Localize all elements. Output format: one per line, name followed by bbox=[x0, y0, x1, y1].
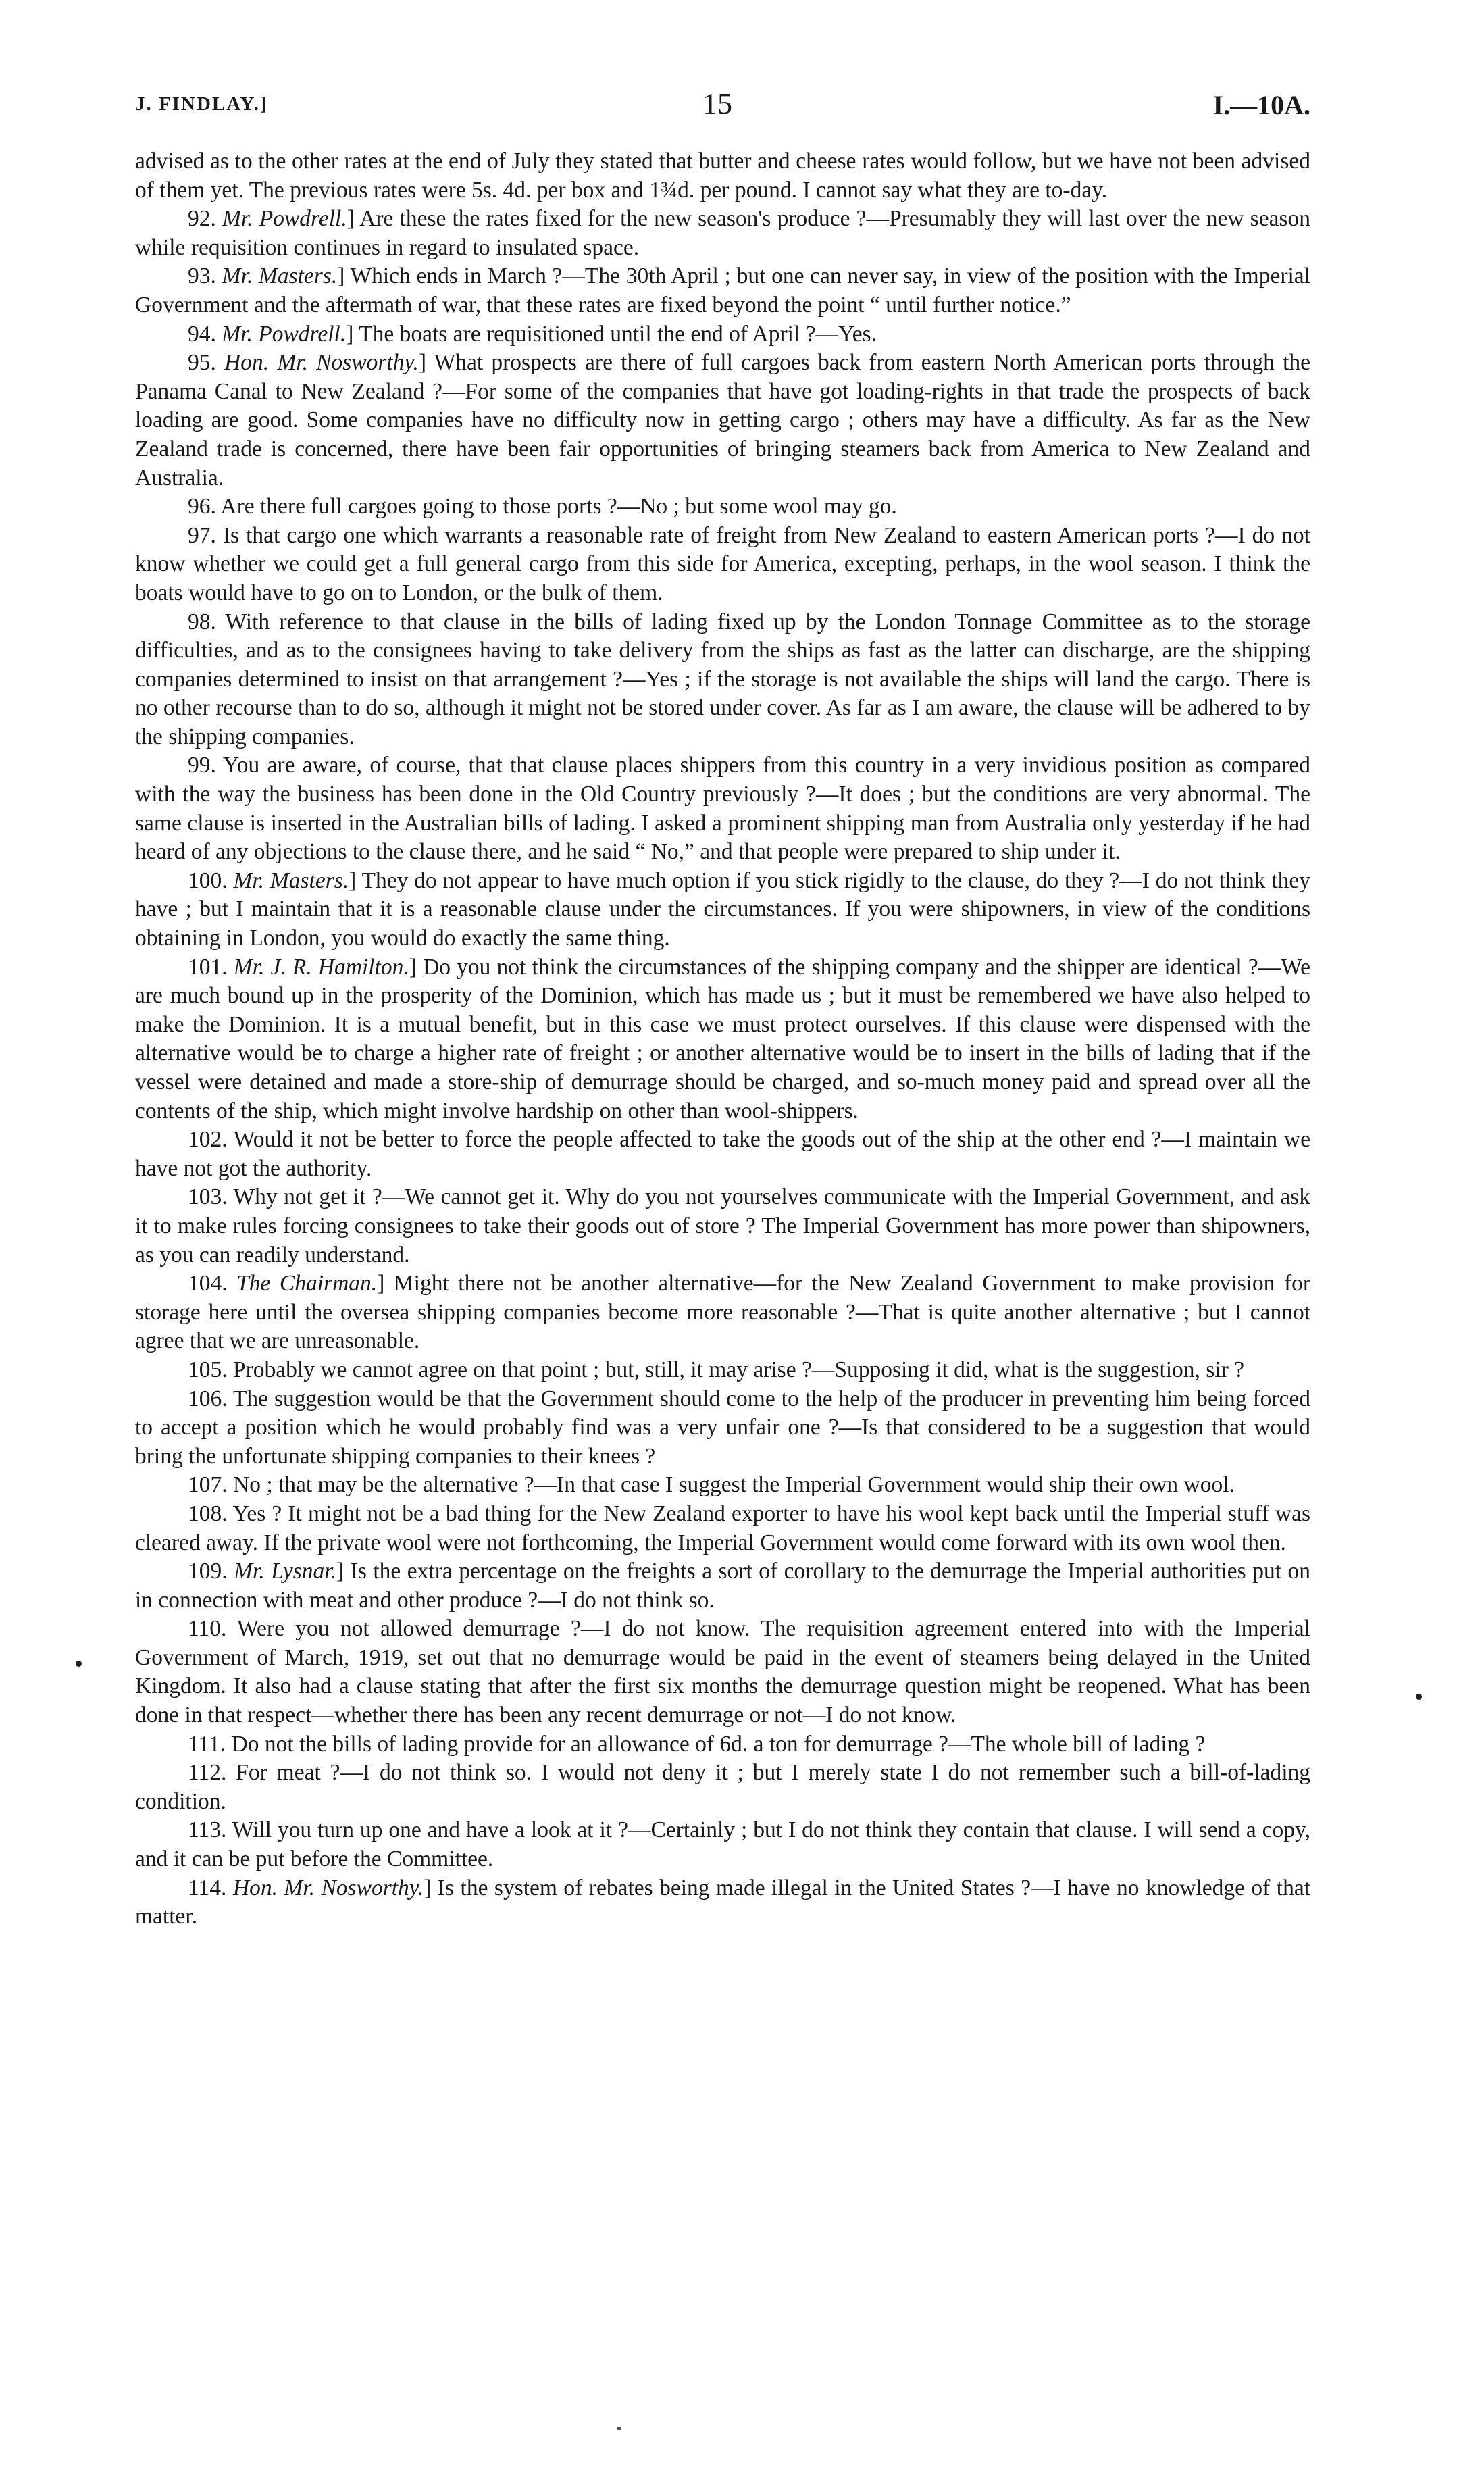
question-number: 109. bbox=[188, 1559, 228, 1584]
question-answer-paragraph bbox=[135, 493, 1310, 522]
question-number: 104. bbox=[188, 1271, 228, 1297]
question-number: 93. bbox=[188, 263, 216, 289]
question-number: 114. bbox=[188, 1875, 227, 1901]
paragraph-text: They do not appear to have much option if you stick rigidly to the clause, do they ?—I do not think they have ; but I maintain that it is a reasonable clause under the circumstances. If you were shipowners, in view of the conditions obtaining in London, you would do exactly the same thing. bbox=[135, 867, 1310, 951]
paragraph-text: Will you turn up one and have a look at it ?—Certainly ; but I do not think they contain that clause. I will send a copy, and it can be put before the Committee. bbox=[135, 1817, 1310, 1872]
question-answer-paragraph bbox=[135, 608, 1310, 752]
question-answer-paragraph bbox=[135, 751, 1310, 866]
speaker-name: The Chairman. bbox=[236, 1271, 378, 1297]
question-number: 106. bbox=[188, 1386, 228, 1411]
question-number: 95. bbox=[188, 350, 216, 376]
question-number: 98. bbox=[188, 609, 216, 634]
question-number: 99. bbox=[188, 753, 216, 778]
question-answer-paragraph bbox=[135, 1356, 1310, 1385]
question-number: 111. bbox=[188, 1731, 226, 1757]
paragraph-text: With reference to that clause in the bills of lading fixed up by the London Tonnage Committee as to the storage difficulties, and as to the consignees having to take delivery from the ships as fast as the latter can discharge, are the shipping companies determined to insist on that arrangement ?—Yes ; if the storage is not available the ships will land the cargo. There is no other recourse than to do so, although it might not be stored under cover. As far as I am aware, the clause will be adhered to by the shipping companies. bbox=[135, 609, 1310, 749]
question-number: 113. bbox=[188, 1817, 227, 1843]
paragraph-text: Probably we cannot agree on that point ; but, still, it may arise ?—Supposing it did, what is the suggestion, sir ? bbox=[233, 1357, 1245, 1382]
question-answer-paragraph bbox=[135, 1183, 1310, 1269]
paragraph-text: The boats are requisitioned until the end of April ?—Yes. bbox=[359, 321, 877, 347]
paragraph-text: Is the extra percentage on the freights a sort of corollary to the demurrage the Imperial authorities put on in connection with meat and other produce ?—I do not think so. bbox=[135, 1559, 1311, 1613]
paragraph-text: Are there full cargoes going to those ports ?—No ; but some wool may go. bbox=[220, 494, 897, 520]
question-number: 112. bbox=[188, 1760, 227, 1786]
page-number: 15 bbox=[702, 87, 732, 120]
paragraph-text: Which ends in March ?—The 30th April ; but one can never say, in view of the position with the Imperial Government and the aftermath of war, that these rates are fixed beyond the point “ until further notice.” bbox=[135, 263, 1310, 318]
question-answer-paragraph: 95. Hon. Mr. Nosworthy.] What prospects are there of full cargoes back from eastern North American ports through the Panama Canal to New Zealand ?—For some of the companies that have got loading-rights in that trade the prospects of back loading are good. Some companies have no difficulty now in getting cargo ; others may have a difficulty. As far as the New Zealand trade is concerned, there have been fair opportunities of bringing steamers back from America to New Zealand and Australia. bbox=[135, 350, 1311, 490]
question-number: 108. bbox=[188, 1501, 228, 1526]
page-footer-mark bbox=[617, 2427, 621, 2430]
speaker-name: Mr. Powdrell. bbox=[222, 321, 347, 347]
question-answer-paragraph bbox=[135, 1471, 1310, 1500]
header-witness-name: J. FINDLAY.] bbox=[135, 93, 268, 115]
question-answer-paragraph: 94. Mr. Powdrell.] The boats are requisitioned until the end of April ?—Yes. bbox=[188, 321, 877, 347]
paragraph-text: Might there not be another alternative—for the New Zealand Government to make provision for storage here until the oversea shipping companies become more reasonable ?—That is quite another alternative ; but I cannot agree that we are unreasonable. bbox=[135, 1271, 1311, 1354]
question-answer-paragraph bbox=[135, 1730, 1310, 1759]
paragraph-text: Is that cargo one which warrants a reasonable rate of freight from New Zealand to eastern American ports ?—I do not know whether we could get a full general cargo from this side for America, excepting, perhaps, in the wool season. I think the boats would have to go on to London, or the bulk of them. bbox=[135, 522, 1310, 605]
margin-dot bbox=[76, 1661, 82, 1667]
question-answer-paragraph bbox=[135, 522, 1310, 608]
question-answer-paragraph: 100. Mr. Masters.] They do not appear to have much option if you stick rigidly to the clause, do they ?—I do not think they have ; but I maintain that it is a reasonable clause under the circumstances. If you were shipowners, in view of the conditions obtaining in London, you would do exactly the same thing. bbox=[135, 867, 1310, 951]
paragraph-text: Yes ? It might not be a bad thing for the New Zealand exporter to have his wool kept back until the Imperial stuff was cleared away. If the private wool were not forthcoming, the Imperial Government would come forward with its own wool then. bbox=[135, 1501, 1310, 1555]
speaker-name: Mr. Lysnar. bbox=[234, 1559, 336, 1584]
question-number: 96. bbox=[188, 494, 216, 520]
margin-dot bbox=[1416, 1694, 1422, 1700]
question-number: 94. bbox=[188, 321, 216, 347]
question-answer-paragraph: 93. Mr. Masters.] Which ends in March ?—The 30th April ; but one can never say, in view of the position with the Imperial Government and the aftermath of war, that these rates are fixed beyond the point “ until further notice.” bbox=[135, 263, 1310, 318]
question-answer-paragraph bbox=[135, 1816, 1310, 1873]
paragraph-text: What prospects are there of full cargoes back from eastern North American ports through the Panama Canal to New Zealand ?—For some of the companies that have got loading-rights in that trade the prospects of back loading are good. Some companies have no difficulty now in getting cargo ; others may have a difficulty. As far as the New Zealand trade is concerned, there have been fair opportunities of bringing steamers back from America to New Zealand and Australia. bbox=[135, 350, 1311, 490]
evidence-body bbox=[135, 147, 1310, 1932]
paragraph-text: Are these the rates fixed for the new season's produce ?—Presumably they will last over the new season while requisition continues in regard to insulated space. bbox=[135, 206, 1310, 260]
question-answer-paragraph bbox=[135, 1759, 1310, 1816]
question-number: 107. bbox=[188, 1472, 228, 1498]
question-answer-paragraph bbox=[135, 1385, 1310, 1471]
speaker-name: Hon. Mr. Nosworthy. bbox=[224, 350, 419, 376]
question-number: 101. bbox=[188, 954, 228, 980]
paragraph-text: Is the system of rebates being made illegal in the United States ?—I have no knowledge of that matter. bbox=[135, 1875, 1311, 1930]
question-number: 92. bbox=[188, 206, 216, 232]
question-number: 105. bbox=[188, 1357, 228, 1382]
continuation-paragraph bbox=[135, 147, 1310, 205]
paragraph-text: For meat ?—I do not think so. I would not deny it ; but I merely state I do not remember such a bill-of-lading condition. bbox=[135, 1760, 1310, 1814]
paragraph-text: You are aware, of course, that that clause places shippers from this country in a very invidious position as compared with the way the business has been done in the Old Country previously ?—It does ; but the conditions are very abnormal. The same clause is inserted in the Australian bills of lading. I asked a prominent shipping man from Australia only yesterday if he had heard of any objections to the clause there, and he said “ No,” and that people were prepared to ship under it. bbox=[135, 753, 1310, 865]
paragraph-text: The suggestion would be that the Government should come to the help of the producer in preventing him being forced to accept a position which he would probably find was a very unfair one ?—Is that considered to be a suggestion that would bring the unfortunate shipping companies to their knees ? bbox=[135, 1386, 1310, 1469]
question-answer-paragraph bbox=[135, 1500, 1310, 1557]
paragraph-text: advised as to the other rates at the end of July they stated that butter and cheese rates would follow, but we have not been advised of them yet. The previous rates were 5s. 4d. per box and 1¾d. per pound. I cannot say what they are to-day. bbox=[135, 149, 1310, 203]
question-answer-paragraph: 114. Hon. Mr. Nosworthy.] Is the system of rebates being made illegal in the United States ?—I have no knowledge of that matter. bbox=[135, 1875, 1311, 1930]
paragraph-text: Why not get it ?—We cannot get it. Why do you not yourselves communicate with the Imperial Government, and ask it to make rules forcing consignees to take their goods out of store ? The Imperial Government has more power than shipowners, as you can readily understand. bbox=[135, 1184, 1310, 1267]
question-answer-paragraph: 101. Mr. J. R. Hamilton.] Do you not think the circumstances of the shipping company and the shipper are identical ?—We are much bound up in the prosperity of the Dominion, which has made us ; but it must be remembered we have also helped to make the Dominion. It is a mutual benefit, but in this case we must protect ourselves. If this clause were dispensed with the alternative would be to charge a higher rate of freight ; or another alternative would be to insert in the bills of lading that if the vessel were detained and made a store-ship of demurrage should be charged, and so-much money paid and spread over all the contents of the ship, which might involve hardship on other than wool-shippers. bbox=[135, 954, 1311, 1124]
question-number: 97. bbox=[188, 522, 216, 548]
question-number: 102. bbox=[188, 1127, 228, 1153]
speaker-name: Mr. Powdrell. bbox=[222, 206, 347, 232]
paragraph-text: Would it not be better to force the people affected to take the goods out of the ship at the other end ?—I maintain we have not got the authority. bbox=[135, 1127, 1310, 1181]
question-answer-paragraph: 109. Mr. Lysnar.] Is the extra percentage on the freights a sort of corollary to the demurrage the Imperial authorities put on in connection with meat and other produce ?—I do not think so. bbox=[135, 1559, 1311, 1613]
question-number: 103. bbox=[188, 1184, 228, 1210]
document-reference: I.—10A. bbox=[1212, 90, 1310, 120]
question-answer-paragraph bbox=[135, 1126, 1310, 1183]
paragraph-text: Do you not think the circumstances of the shipping company and the shipper are identical ?—We are much bound up in the prosperity of the Dominion, which has made us ; but it must be remembered we have also helped to make the Dominion. It is a mutual benefit, but in this case we must protect ourselves. If this clause were dispensed with the alternative would be to charge a higher rate of freight ; or another alternative would be to insert in the bills of lading that if the vessel were detained and made a store-ship of demurrage should be charged, and so-much money paid and spread over all the contents of the ship, which might involve hardship on other than wool-shippers. bbox=[135, 954, 1311, 1124]
question-answer-paragraph bbox=[135, 1615, 1310, 1730]
paragraph-text: Do not the bills of lading provide for an allowance of 6d. a ton for demurrage ?—The whole bill of lading ? bbox=[231, 1731, 1206, 1757]
speaker-name: Hon. Mr. Nosworthy. bbox=[232, 1875, 424, 1901]
question-number: 110. bbox=[188, 1616, 227, 1642]
paragraph-text: Were you not allowed demurrage ?—I do not know. The requisition agreement entered into with the Imperial Government of March, 1919, set out that no demurrage would be paid in the event of steamers being delayed in the United Kingdom. It also had a clause stating that after the first six months the demurrage question might be reopened. What has been done in that respect—whether there has been any recent demurrage or not—I do not know. bbox=[135, 1616, 1310, 1728]
paragraph-text: No ; that may be the alternative ?—In that case I suggest the Imperial Government would ship their own wool. bbox=[233, 1472, 1235, 1498]
speaker-name: Mr. Masters. bbox=[222, 263, 338, 289]
question-answer-paragraph: 104. The Chairman.] Might there not be another alternative—for the New Zealand Government to make provision for storage here until the oversea shipping companies become more reasonable ?—That is quite another alternative ; but I cannot agree that we are unreasonable. bbox=[135, 1271, 1311, 1354]
question-number: 100. bbox=[188, 867, 228, 893]
speaker-name: Mr. J. R. Hamilton. bbox=[233, 954, 409, 980]
question-answer-paragraph: 92. Mr. Powdrell.] Are these the rates fixed for the new season's produce ?—Presumably they will last over the new season while requisition continues in regard to insulated space. bbox=[135, 206, 1310, 260]
speaker-name: Mr. Masters. bbox=[233, 867, 349, 893]
page-header bbox=[135, 86, 1310, 134]
